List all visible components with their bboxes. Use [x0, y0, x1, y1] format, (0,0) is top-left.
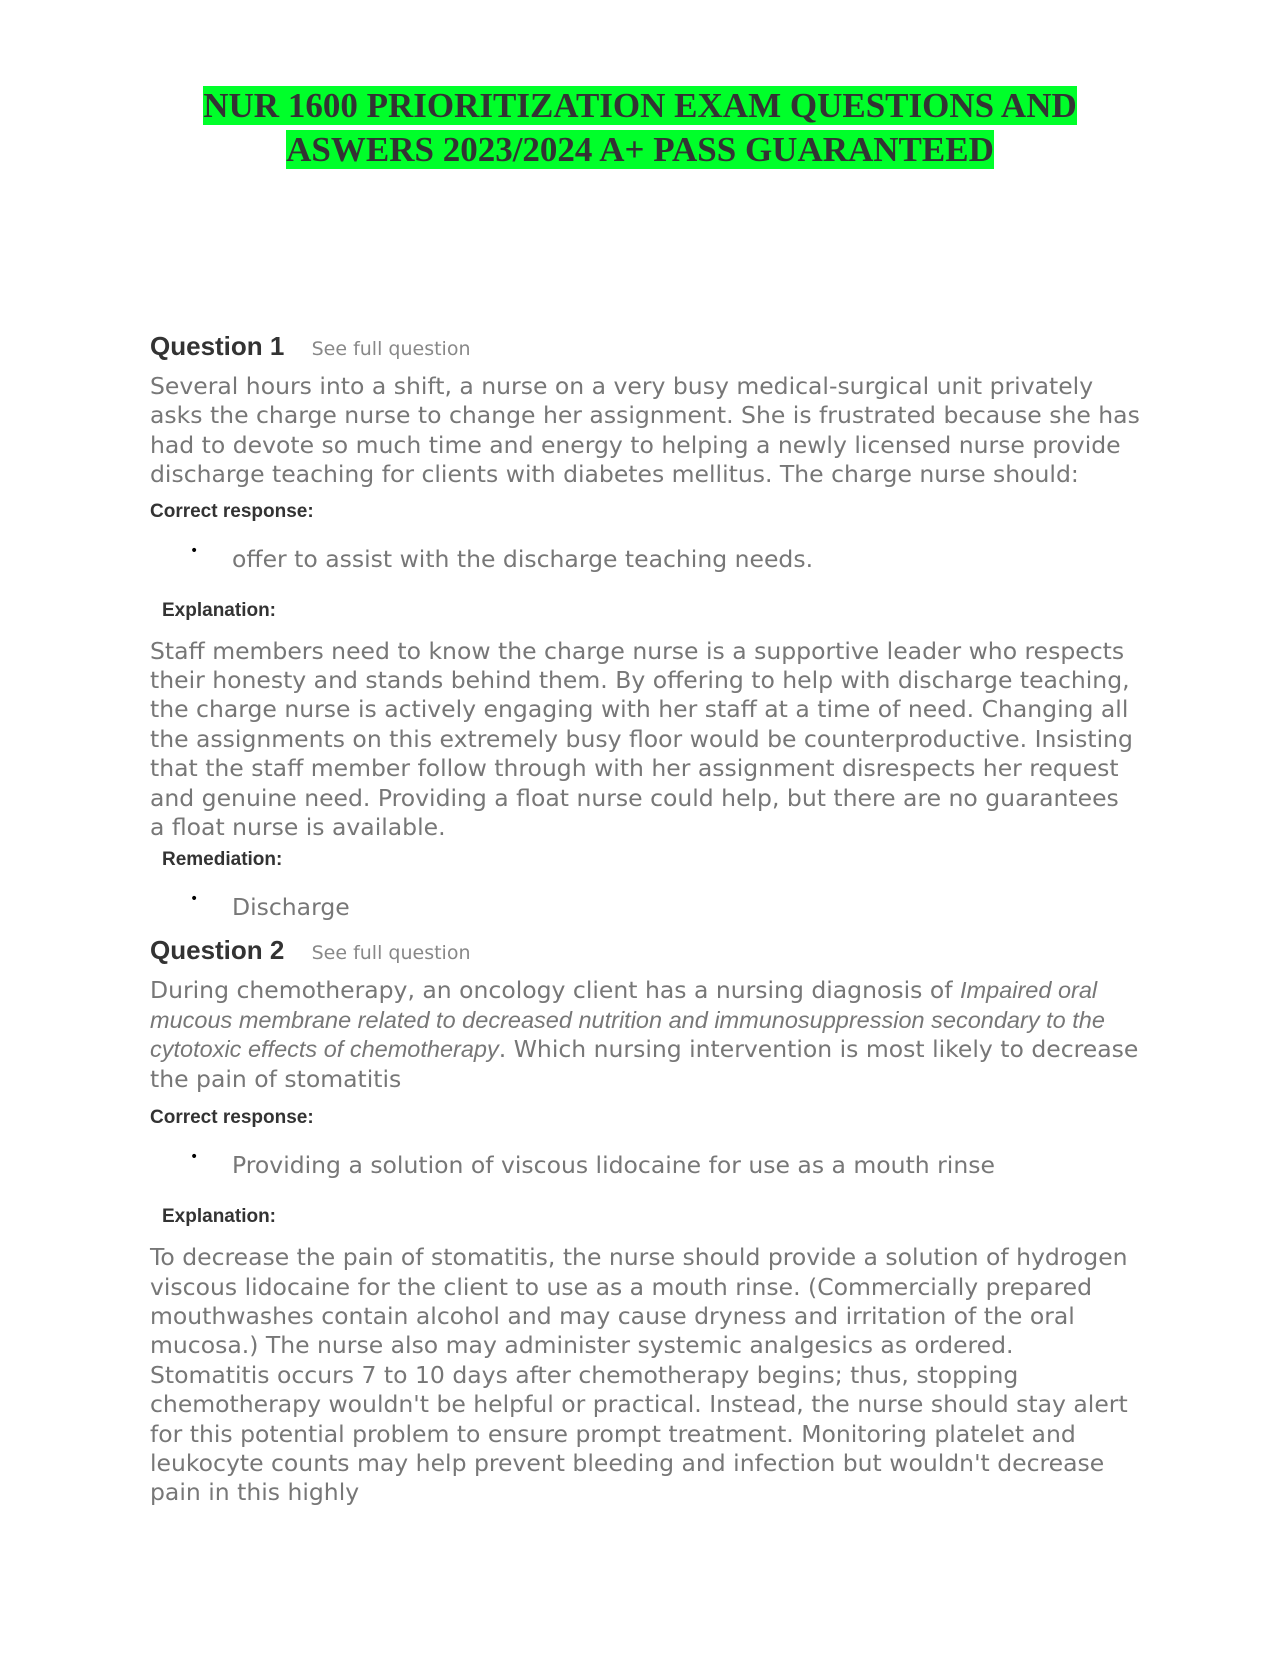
question-1-remediation-item — [150, 892, 1140, 922]
question-1-title: Question 1 — [150, 331, 285, 361]
question-2-explanation: To decrease the pain of stomatitis, the nurse should provide a solution of hydrogen viscous lidocaine for the client to use as a mouth rinse. (Commercially prepared mouthwashes contain alcohol and may cause dryness and irritation of the oral mucosa.) The nurse also may administer systemic analgesics as ordered. Stomatitis occurs 7 to 10 days after chemotherapy begins; thus, stopping chemotherapy wouldn't be helpful or practical. Instead, the nurse should stay alert for this potential problem to ensure prompt treatment. Monitoring platelet and leukocyte counts may help prevent bleeding and infection but wouldn't decrease pain in this highly — [150, 1243, 1128, 1507]
question-2-text — [150, 976, 1140, 1094]
question-1-header — [150, 326, 1140, 366]
question-1 — [150, 326, 1140, 922]
question-1-text: Several hours into a shift, a nurse on a very busy medical-surgical unit privately asks the charge nurse to change her assignment. She is frustrated because she has had to devote so much time and energy to helping a newly licensed nurse provide discharge teaching for clients with diabetes mellitus. The charge nurse should: — [150, 372, 1140, 489]
question-2-header — [150, 930, 1140, 970]
question-2-nursing-diagnosis: Impaired oral mucous membrane related to decreased nutrition and immunosuppression secondary to the cytotoxic effects of chemotherapy — [150, 977, 1105, 1063]
question-2-correct-label: Correct response: — [150, 1107, 314, 1129]
bullet-dot-icon: • — [190, 542, 199, 559]
question-1-correct-label: Correct response: — [150, 500, 314, 522]
question-1-explanation-label: Explanation: — [162, 599, 277, 621]
question-1-correct-answer: offer to assist with the discharge teaching needs. — [232, 544, 814, 573]
question-1-see-full-link[interactable]: See full question — [311, 338, 471, 360]
question-1-explanation: Staff members need to know the charge nurse is a supportive leader who respects their honesty and stands behind them. By offering to help with discharge teaching, the charge nurse is actively engaging with her staff at a time of need. Changing all the assignments on this extremely busy floor would be counterproductive. Insisting that the staff member follow through with her assignment disrespects her request and genuine need. Providing a float nurse could help, but there are no guarantees a float nurse is available. — [150, 636, 1133, 842]
question-2-correct-answer: Providing a solution of viscous lidocaine for use as a mouth rinse — [232, 1151, 995, 1180]
question-1-remediation-label: Remediation: — [162, 849, 283, 871]
question-1-correct-item — [150, 544, 1140, 574]
question-2-text-intro: During chemotherapy, an oncology client has a nursing diagnosis of — [150, 976, 960, 1005]
bullet-dot-icon: • — [190, 1149, 199, 1166]
bullet-dot-icon: • — [190, 891, 199, 908]
question-2-text-outro: . Which nursing intervention is most likely to decrease the pain of stomatitis — [150, 1035, 1139, 1093]
question-2 — [150, 930, 1140, 1507]
question-1-remediation-value: Discharge — [232, 893, 350, 922]
title-line-1: NUR 1600 PRIORITIZATION EXAM QUESTIONS AND — [203, 86, 1077, 125]
question-2-title: Question 2 — [150, 935, 285, 966]
questions-content — [150, 326, 1140, 1508]
question-2-see-full-link[interactable]: See full question — [311, 942, 471, 965]
title-line-2: ASWERS 2023/2024 A+ PASS GUARANTEED — [286, 130, 994, 169]
question-2-correct-item — [150, 1150, 1140, 1180]
question-2-explanation-label: Explanation: — [162, 1206, 277, 1228]
document-title — [140, 84, 1140, 172]
